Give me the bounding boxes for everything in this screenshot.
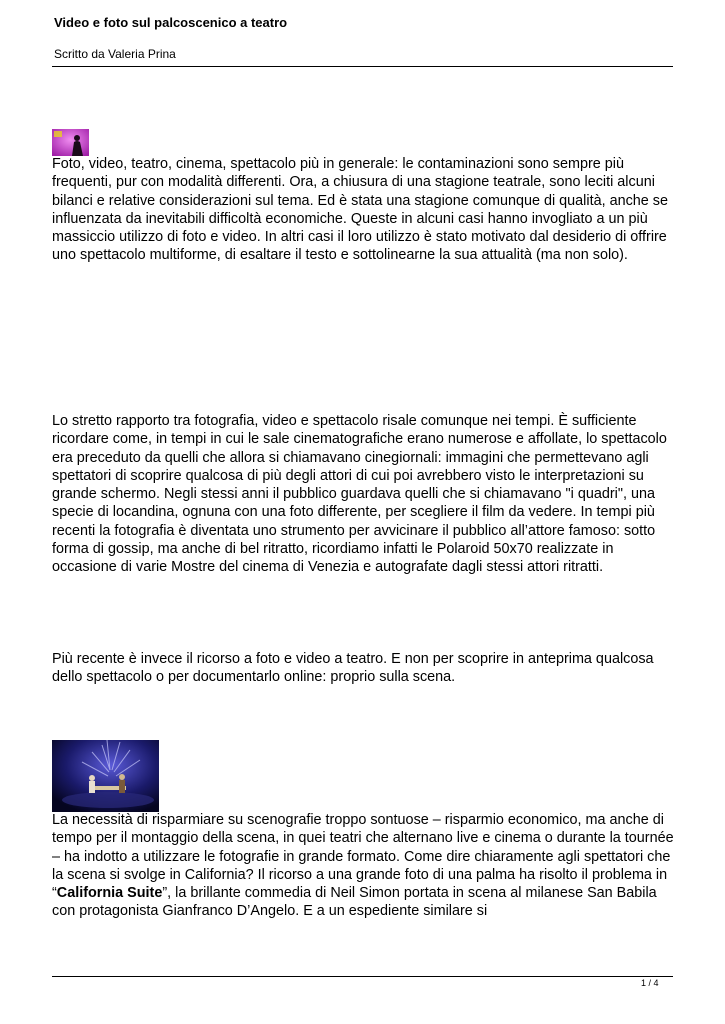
author-line: Scritto da Valeria Prina: [54, 47, 176, 61]
stage-photo-thumbnail-2[interactable]: [52, 740, 159, 812]
document-title: Video e foto sul palcoscenico a teatro: [54, 15, 288, 30]
paragraph-history: Lo stretto rapporto tra fotografia, video e spettacolo risale comunque nei tempi. È sufficiente ricordare come, in tempi in cui le sale cinematografiche erano numerose e affollate, lo spettacolo era preceduto da quelli che allora si chiamavano cinegiornali: immagini che permettevano agli spettatori di scoprire qualcosa di più degli attori di cui poi avrebbero visto le interpretazioni su grande schermo. Negli stessi anni il pubblico guardava quelli che si chiamavano "i quadri", una specie di locandina, ognuna con una foto differente, per scegliere il film da vedere. In tempi più recenti la fotografia è diventata uno strumento per avvicinare il pubblico all’attore famoso: sotto forma di gossip, ma anche di bel ritratto, ricordiamo infatti le Polaroid 50x70 realizzate in occasione di varie Mostre del cinema di Venezia e autografate dagli stessi attori ritratti.: [52, 413, 667, 576]
play-title-california-suite: California Suite: [56, 885, 163, 902]
paragraph-intro: Foto, video, teatro, cinema, spettacolo più in generale: le contaminazioni sono sempre più frequenti, pur con modalità differenti. Ora, a chiusura di una stagione teatrale, sono leciti alcuni bilanci e relative considerazioni sul tema. Ed è stata una stagione comunque di qualità, anche se influenzata da inevitabili difficoltà economiche. Queste in alcuni casi hanno invogliato a un più massiccio utilizzo di foto e video. In altri casi il loro utilizzo è stato motivato dal desiderio di offrire uno spettacolo multiforme, di esaltare il testo e sottolinearne la sua attualità (ma non solo).: [52, 156, 668, 264]
stage-photo-thumbnail-1[interactable]: [52, 129, 89, 156]
header-divider: [52, 66, 673, 67]
page-number: 1 / 4: [641, 978, 659, 988]
stage-scene-image: [52, 740, 159, 812]
paragraph-recent: Più recente è invece il ricorso a foto e video a teatro. E non per scoprire in anteprima qualcosa dello spettacolo o per documentarlo online: proprio sulla scena.: [52, 651, 654, 686]
footer-divider: [52, 976, 673, 977]
paragraph-text-end: ”, la brillante commedia di Neil Simon portata in scena al milanese San Babila con protagonista Gianfranco D’Angelo. E a un espediente similare si: [52, 885, 657, 920]
paragraph-scenography: [52, 811, 677, 921]
silhouette-performer-image: [52, 129, 89, 156]
paragraph-text-start: La necessità di risparmiare su scenografie troppo sontuose – risparmio economico, ma anche di tempo per il montaggio della scena, in quei teatri che alternano live e cinema o durante la tournée – ha indotto a utilizzare le fotografie in grande formato. Come dire chiaramente agli spettatori che la scena si svolge in California? Il ricorso a una grande foto di una palma ha risolto il problema in “: [52, 812, 674, 902]
